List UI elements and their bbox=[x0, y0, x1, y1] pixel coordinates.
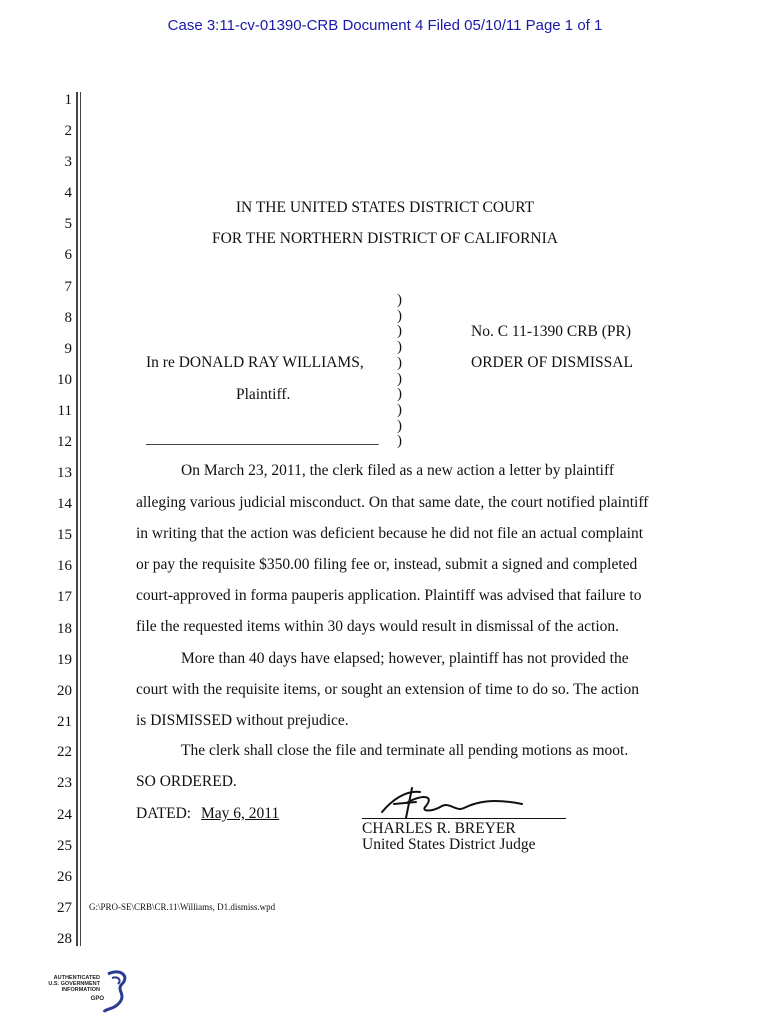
gpo-seal-mark: GPO bbox=[90, 996, 104, 1002]
line-number: 26 bbox=[57, 869, 72, 885]
body-line: in writing that the action was deficient because he did not file an actual complaint bbox=[136, 525, 644, 542]
body-line: On March 23, 2011, the clerk filed as a new action a letter by plaintiff bbox=[181, 462, 614, 479]
so-ordered: SO ORDERED. bbox=[136, 773, 237, 790]
line-number: 8 bbox=[64, 310, 72, 326]
body-line: is DISMISSED without prejudice. bbox=[136, 712, 349, 729]
line-number: 7 bbox=[64, 279, 72, 295]
case-number: No. C 11-1390 CRB (PR) bbox=[471, 323, 632, 340]
line-number: 15 bbox=[57, 527, 72, 543]
party-role: Plaintiff. bbox=[236, 386, 291, 403]
margin-rule-thin bbox=[80, 92, 81, 946]
body-line: court with the requisite items, or sought an extension of time to do so. The action bbox=[136, 681, 639, 698]
line-number: 23 bbox=[57, 775, 72, 791]
line-number: 1 bbox=[64, 92, 72, 108]
document-title: ORDER OF DISMISSAL bbox=[471, 354, 633, 371]
line-number: 28 bbox=[57, 931, 72, 947]
line-number: 10 bbox=[57, 372, 72, 388]
line-number: 27 bbox=[57, 900, 72, 916]
gpo-seal-text: AUTHENTICATED U.S. GOVERNMENT INFORMATION bbox=[48, 975, 100, 993]
line-number: 19 bbox=[57, 652, 72, 668]
body-line: court-approved in forma pauperis application. Plaintiff was advised that failure to bbox=[136, 587, 642, 604]
line-number: 20 bbox=[57, 683, 72, 699]
line-number: 21 bbox=[57, 714, 72, 730]
judge-signature bbox=[372, 782, 532, 822]
line-number: 5 bbox=[64, 216, 72, 232]
court-title-line2: FOR THE NORTHERN DISTRICT OF CALIFORNIA bbox=[212, 230, 558, 247]
line-number: 25 bbox=[57, 838, 72, 854]
line-number: 6 bbox=[64, 247, 72, 263]
line-number: 4 bbox=[64, 185, 72, 201]
line-number: 12 bbox=[57, 434, 72, 450]
body-line: The clerk shall close the file and terminate all pending motions as moot. bbox=[181, 742, 629, 759]
judge-name: CHARLES R. BREYER bbox=[362, 820, 516, 837]
margin-rule bbox=[76, 92, 78, 946]
body-line: file the requested items within 30 days would result in dismissal of the action. bbox=[136, 618, 619, 635]
dated-label: DATED: bbox=[136, 805, 192, 822]
line-number: 13 bbox=[57, 465, 72, 481]
line-number: 3 bbox=[64, 154, 72, 170]
signature-line bbox=[362, 818, 566, 819]
case-header: Case 3:11-cv-01390-CRB Document 4 Filed 05/10/11 Page 1 of 1 bbox=[167, 17, 603, 34]
line-number: 17 bbox=[57, 589, 72, 605]
line-number: 22 bbox=[57, 744, 72, 760]
caption-underline: ______________________________ bbox=[146, 430, 379, 447]
line-number: 24 bbox=[57, 807, 72, 823]
line-number: 2 bbox=[64, 123, 72, 139]
line-number: 14 bbox=[57, 496, 72, 512]
file-path-footer: G:\PRO-SE\CRB\CR.11\Williams, D1.dismiss.wpd bbox=[89, 902, 276, 912]
line-number: 9 bbox=[64, 341, 72, 357]
judge-title: United States District Judge bbox=[362, 836, 536, 853]
line-number: 16 bbox=[57, 558, 72, 574]
body-line: or pay the requisite $350.00 filing fee or, instead, submit a signed and completed bbox=[136, 556, 638, 573]
court-title-line1: IN THE UNITED STATES DISTRICT COURT bbox=[235, 199, 535, 216]
body-line: More than 40 days have elapsed; however, plaintiff has not provided the bbox=[181, 650, 629, 667]
party-name: In re DONALD RAY WILLIAMS, bbox=[146, 354, 364, 371]
caption-parentheses: ) ) ) ) ) ) ) ) ) ) bbox=[397, 292, 402, 450]
line-number: 18 bbox=[57, 621, 72, 637]
body-line: alleging various judicial misconduct. On that same date, the court notified plaintiff bbox=[136, 494, 649, 511]
line-number: 11 bbox=[57, 403, 72, 419]
eagle-icon bbox=[100, 968, 132, 1014]
dated-value: May 6, 2011 bbox=[201, 805, 280, 822]
